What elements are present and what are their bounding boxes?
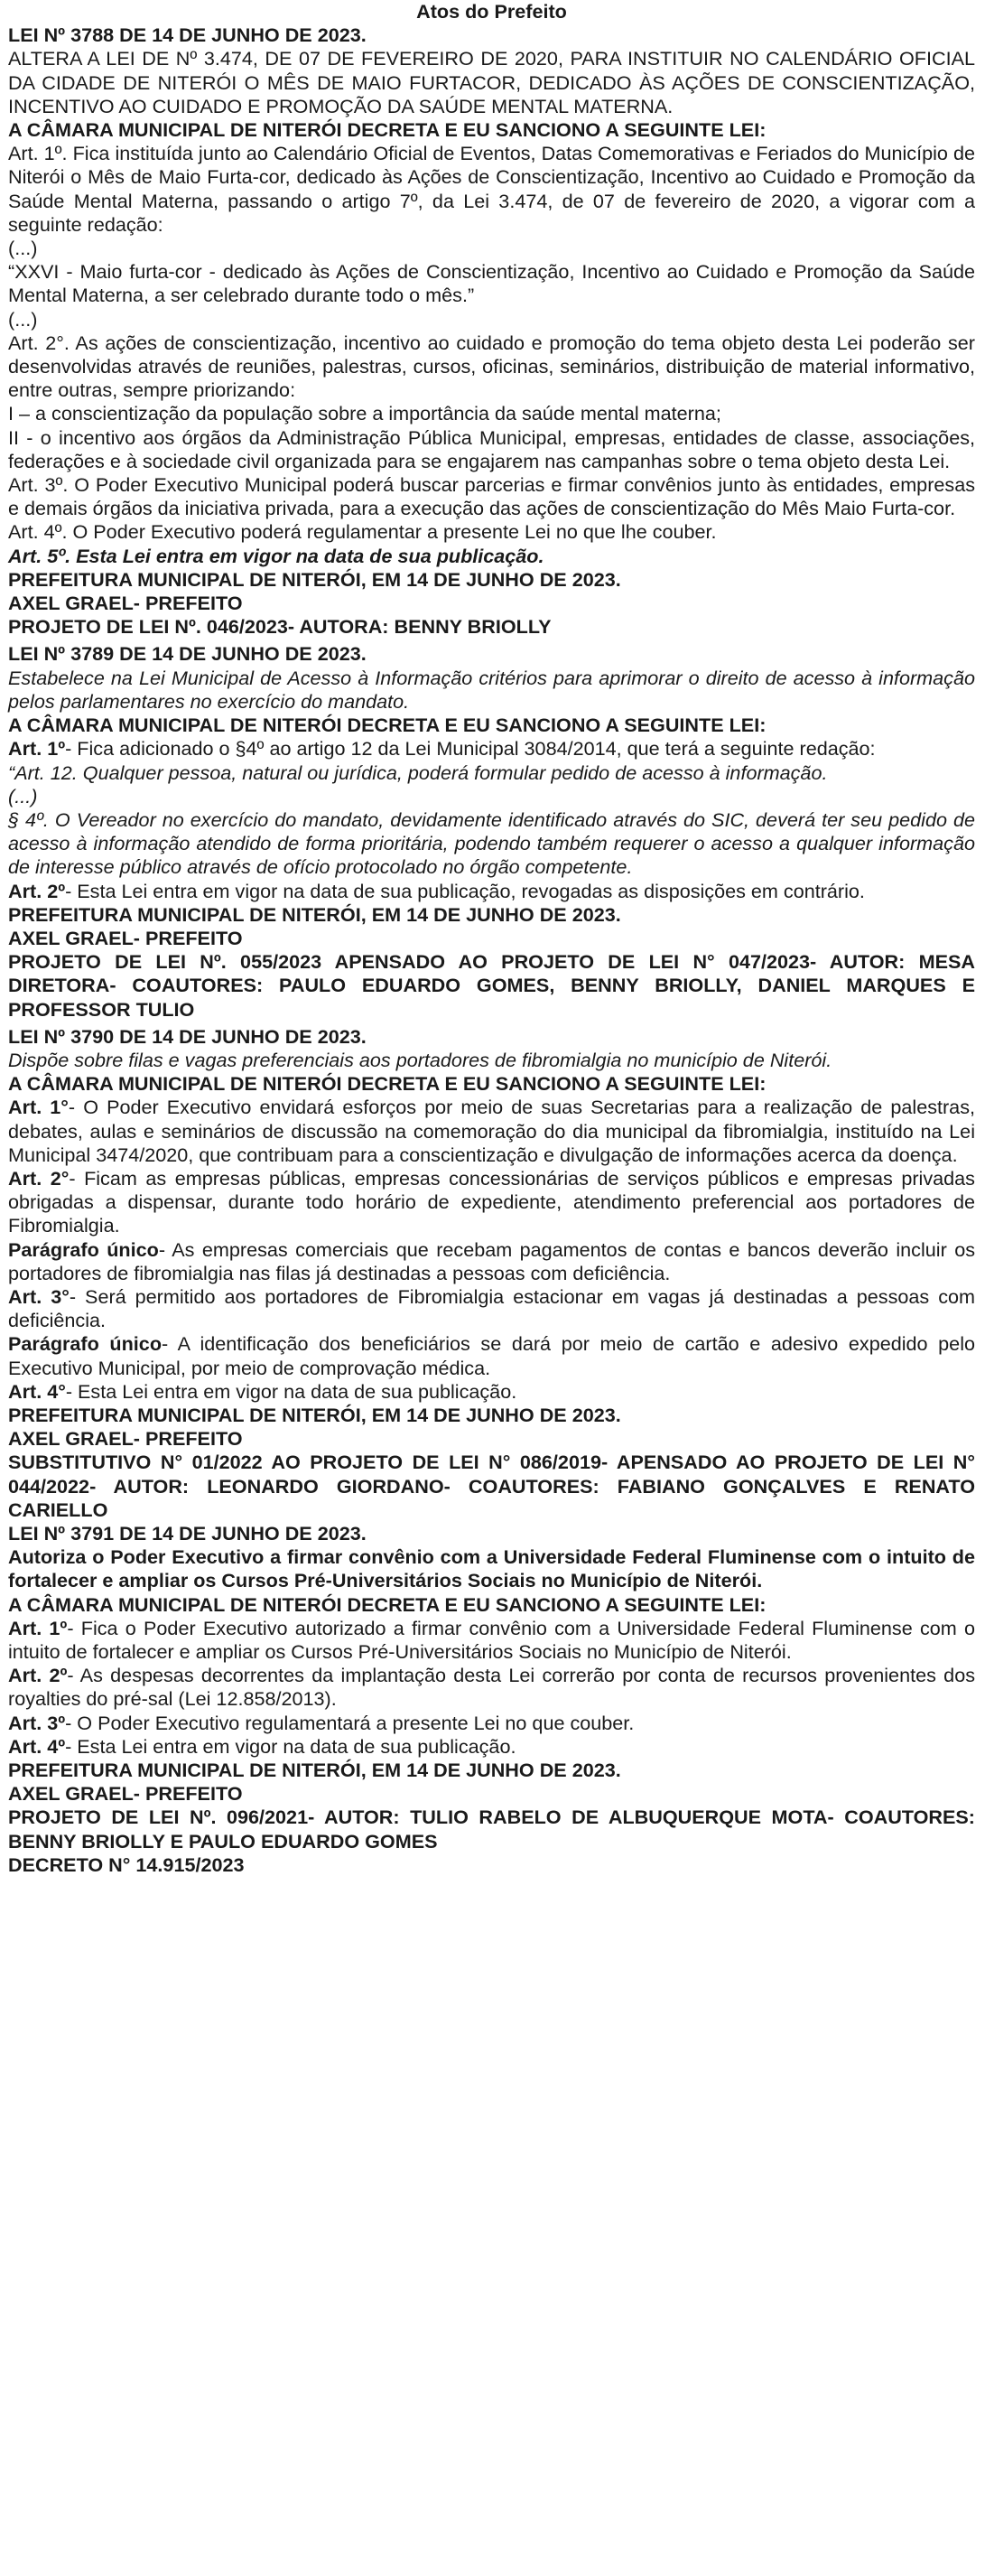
law-decree-formula: A CÂMARA MUNICIPAL DE NITERÓI DECRETA E EU SANCIONO A SEGUINTE LEI: [8, 714, 767, 737]
law-title: LEI Nº 3790 DE 14 DE JUNHO DE 2023. [8, 1024, 367, 1048]
article-label: Art. 3º [8, 1711, 66, 1734]
signer: AXEL GRAEL- PREFEITO [8, 592, 243, 615]
bill-reference: PROJETO DE LEI Nº. 096/2021- AUTOR: TULIO RABELO DE ALBUQUERQUE MOTA- COAUTORES: BENNY BRIOLLY E PAULO EDUARDO GOMES [8, 1806, 975, 1853]
article-label: Art. 1º [8, 1616, 68, 1639]
law-3789 [8, 642, 975, 1021]
bill-reference: PROJETO DE LEI Nº. 046/2023- AUTORA: BENNY BRIOLLY [8, 615, 552, 639]
law-decree-formula: A CÂMARA MUNICIPAL DE NITERÓI DECRETA E EU SANCIONO A SEGUINTE LEI: [8, 118, 767, 142]
article-label: Art. 2° [8, 1166, 70, 1190]
article-text: - Será permitido aos portadores de Fibromialgia estacionar em vagas já destinadas a pessoas com deficiência. [8, 1284, 975, 1332]
article-1 [8, 1096, 975, 1167]
bill-reference: SUBSTITUTIVO N° 01/2022 AO PROJETO DE LEI N° 086/2019- APENSADO AO PROJETO DE LEI N° 044/2022- AUTOR: LEONARDO GIORDANO- COAUTORES: FABIANO GONÇALVES E RENATO CARIELLO [8, 1451, 975, 1521]
law-title: LEI Nº 3789 DE 14 DE JUNHO DE 2023. [8, 642, 367, 666]
ellipsis: (...) [8, 307, 38, 331]
law-3791 [8, 1522, 975, 1853]
article-2 [8, 880, 975, 903]
law-title: LEI Nº 3791 DE 14 DE JUNHO DE 2023. [8, 1522, 367, 1545]
ellipsis: (...) [8, 237, 38, 260]
article-label: Art. 1º [8, 737, 66, 761]
sole-paragraph [8, 1238, 975, 1285]
signature-place-date: PREFEITURA MUNICIPAL DE NITERÓI, EM 14 DE JUNHO DE 2023. [8, 567, 621, 591]
paragraph-label: Parágrafo único [8, 1237, 159, 1261]
article-text: - Esta Lei entra em vigor na data de sua publicação. [65, 1734, 516, 1758]
law-3788 [8, 23, 975, 639]
paragraph-text: - A identificação dos beneficiários se dará por meio de cartão e adesivo expedido pelo Executivo Municipal, por meio de comprovação médica. [8, 1332, 976, 1379]
section-header: Atos do Prefeito [416, 0, 567, 23]
article-label: Art. 2º [8, 1664, 68, 1687]
article-text: - Ficam as empresas públicas, empresas concessionárias de serviços públicos e empresas privadas obrigadas a dispensar, durante todo horário de expediente, atendimento preferencial aos portadores de Fibromialgia. [8, 1166, 975, 1237]
law-decree-formula: A CÂMARA MUNICIPAL DE NITERÓI DECRETA E EU SANCIONO A SEGUINTE LEI: [8, 1072, 767, 1096]
item-2: II - o incentivo aos órgãos da Administração Pública Municipal, empresas, entidades de classe, associações, federações e à sociedade civil organizada para se engajarem nas campanhas sobre o tema objeto desta Lei. [8, 425, 975, 472]
law-decree-formula: A CÂMARA MUNICIPAL DE NITERÓI DECRETA E EU SANCIONO A SEGUINTE LEI: [8, 1592, 767, 1616]
ellipsis: (...) [8, 784, 38, 807]
article-3 [8, 1712, 975, 1735]
article-label: Art. 4º [8, 1734, 66, 1758]
signer: AXEL GRAEL- PREFEITO [8, 1427, 243, 1451]
article-3: Art. 3º. O Poder Executivo Municipal poderá buscar parcerias e firmar convênios junto às entidades, empresas e demais órgãos da iniciativa privada, para a execução das ações de conscientização do Mês Maio Furta-cor. [8, 473, 975, 520]
sole-paragraph [8, 1332, 975, 1379]
law-title: LEI Nº 3788 DE 14 DE JUNHO DE 2023. [8, 23, 367, 47]
signature-place-date: PREFEITURA MUNICIPAL DE NITERÓI, EM 14 DE JUNHO DE 2023. [8, 1403, 621, 1426]
quoted-provision: “XXVI - Maio furta-cor - dedicado às Ações de Conscientização, Incentivo ao Cuidado e Promoção da Saúde Mental Materna, a ser celebrado durante todo o mês.” [8, 260, 975, 307]
quoted-provision: “Art. 12. Qualquer pessoa, natural ou jurídica, poderá formular pedido de acesso à informação. [8, 761, 828, 784]
signer: AXEL GRAEL- PREFEITO [8, 1782, 243, 1806]
article-text: - As despesas decorrentes da implantação desta Lei correrão por conta de recursos provenientes dos royalties do pré-sal (Lei 12.858/2013). [8, 1664, 975, 1711]
quoted-paragraph: § 4º. O Vereador no exercício do mandato, devidamente identificado através do SIC, deverá ter seu pedido de acesso à informação atendido de forma prioritária, podendo também requerer o acesso a qualquer informação de interesse público através de ofício protocolado no órgão competente. [8, 807, 975, 879]
article-text: - O Poder Executivo regulamentará a presente Lei no que couber. [65, 1711, 635, 1734]
signature-place-date: PREFEITURA MUNICIPAL DE NITERÓI, EM 14 DE JUNHO DE 2023. [8, 1759, 621, 1782]
law-3790 [8, 1025, 975, 1522]
article-label: Art. 1° [8, 1096, 69, 1119]
signature-place-date: PREFEITURA MUNICIPAL DE NITERÓI, EM 14 DE JUNHO DE 2023. [8, 902, 621, 926]
article-text: - Fica adicionado o §4º ao artigo 12 da Lei Municipal 3084/2014, que terá a seguinte redação: [65, 737, 876, 761]
article-1 [8, 1617, 975, 1664]
article-text: - Esta Lei entra em vigor na data de sua publicação, revogadas as disposições em contrário. [65, 879, 865, 902]
bill-reference: PROJETO DE LEI Nº. 055/2023 APENSADO AO PROJETO DE LEI N° 047/2023- AUTOR: MESA DIRETORA- COAUTORES: PAULO EDUARDO GOMES, BENNY BRIOLLY, DANIEL MARQUES E PROFESSOR TULIO [8, 950, 975, 1021]
article-5: Art. 5º. Esta Lei entra em vigor na data de sua publicação. [8, 544, 544, 567]
paragraph-label: Parágrafo único [8, 1332, 163, 1356]
article-4: Art. 4º. O Poder Executivo poderá regulamentar a presente Lei no que lhe couber. [8, 520, 717, 544]
article-1: Art. 1º. Fica instituída junto ao Calendário Oficial de Eventos, Datas Comemorativas e Feriados do Município de Niterói o Mês de Maio Furta-cor, dedicado às Ações de Conscientização, Incentivo ao Cuidado e Promoção da Saúde Mental Materna, passando o artigo 7º, da Lei 3.474, de 07 de fevereiro de 2020, a vigorar com a seguinte redação: [8, 142, 975, 236]
article-4 [8, 1380, 975, 1404]
article-text: - Fica o Poder Executivo autorizado a firmar convênio com a Universidade Federal Fluminense com o intuito de fortalecer e ampliar os Cursos Pré-Universitários Sociais no Município de Niterói. [8, 1616, 975, 1664]
law-ementa: Estabelece na Lei Municipal de Acesso à Informação critérios para aprimorar o direito de acesso à informação pelos parlamentares no exercício do mandato. [8, 666, 975, 713]
article-text: - Esta Lei entra em vigor na data de sua publicação. [65, 1379, 517, 1403]
article-4 [8, 1735, 975, 1759]
article-2 [8, 1664, 975, 1711]
law-ementa: Autoriza o Poder Executivo a firmar convênio com a Universidade Federal Fluminense com o intuito de fortalecer e ampliar os Cursos Pré-Universitários Sociais no Município de Niterói. [8, 1545, 975, 1592]
article-2 [8, 1167, 975, 1238]
signer: AXEL GRAEL- PREFEITO [8, 926, 243, 949]
article-text: - O Poder Executivo envidará esforços por meio de suas Secretarias para a realização de palestras, debates, aulas e seminários de discussão na comemoração do dia municipal da fibromialgia, instituído na Lei Municipal 3474/2020, que contribuam para a conscientização e divulgação de informações acerca da doença. [8, 1096, 975, 1166]
law-ementa: Dispõe sobre filas e vagas preferenciais aos portadores de fibromialgia no município de Niterói. [8, 1048, 832, 1071]
article-label: Art. 4° [8, 1379, 66, 1403]
paragraph-text: - As empresas comerciais que recebam pagamentos de contas e bancos deverão incluir os portadores de fibromialgia nas filas já destinadas a pessoas com deficiência. [8, 1237, 976, 1284]
article-3 [8, 1285, 975, 1332]
item-1: I – a conscientização da população sobre a importância da saúde mental materna; [8, 402, 721, 425]
article-label: Art. 3° [8, 1284, 70, 1308]
law-ementa: ALTERA A LEI DE Nº 3.474, DE 07 DE FEVEREIRO DE 2020, PARA INSTITUIR NO CALENDÁRIO OFICIAL DA CIDADE DE NITERÓI O MÊS DE MAIO FURTACOR, DEDICADO ÀS AÇÕES DE CONSCIENTIZAÇÃO, INCENTIVO AO CUIDADO E PROMOÇÃO DA SAÚDE MENTAL MATERNA. [8, 47, 975, 117]
article-1 [8, 737, 975, 761]
article-2: Art. 2°. As ações de conscientização, incentivo ao cuidado e promoção do tema objeto desta Lei poderão ser desenvolvidas através de reuniões, palestras, cursos, oficinas, seminários, distribuição de material informativo, entre outras, sempre priorizando: [8, 331, 975, 402]
article-label: Art. 2º [8, 879, 66, 902]
decree-title: DECRETO N° 14.915/2023 [8, 1853, 245, 1876]
